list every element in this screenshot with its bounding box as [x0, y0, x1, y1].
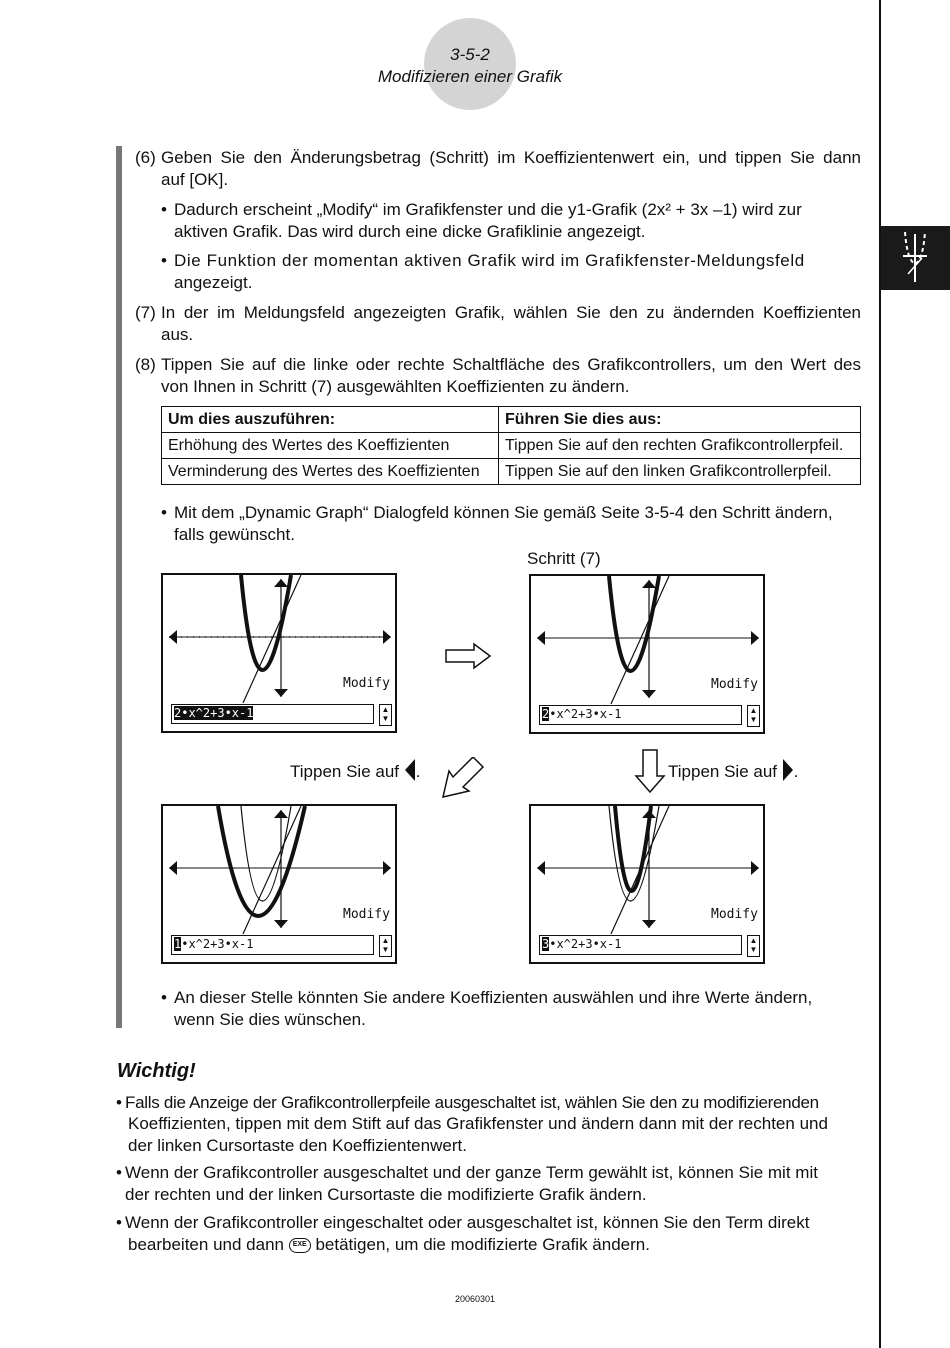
modify-label: Modify: [343, 907, 390, 922]
formula-text: •x^2+3•x-1: [549, 937, 622, 951]
formula-text: •x^2+3•x-1: [549, 707, 622, 721]
calculator-screen-1: [161, 573, 397, 733]
action-table: [161, 406, 861, 485]
caption-period: .: [415, 762, 421, 781]
table-cell: Tippen Sie auf den linken Grafikcontrollerpfeil.: [499, 459, 861, 485]
caption-period: .: [793, 762, 799, 781]
important-2-line-1: Wenn der Grafikcontroller ausgeschaltet und der ganze Term gewählt ist, können Sie mit mit: [125, 1163, 818, 1182]
modify-label: Modify: [711, 907, 758, 922]
important-heading: Wichtig!: [117, 1060, 196, 1082]
after-note-line-2: wenn Sie dies wünschen.: [174, 1010, 366, 1029]
step-7-number: (7): [135, 303, 156, 322]
chapter-tab: [881, 226, 950, 290]
caption-tap-right: [668, 759, 798, 783]
scroll-arrows[interactable]: ▲ ▼: [747, 935, 760, 957]
bullet: •: [116, 1093, 122, 1112]
exe-key-icon: EXE: [289, 1238, 311, 1253]
scroll-arrows[interactable]: ▲ ▼: [379, 704, 392, 726]
bullet: •: [161, 251, 167, 270]
footer-code: 20060301: [454, 1294, 496, 1304]
scroll-arrows[interactable]: ▲ ▼: [747, 705, 760, 727]
formula-field[interactable]: [539, 705, 742, 725]
formula-selected-coefficient: 1: [174, 937, 182, 951]
dynamic-note-line-2: falls gewünscht.: [174, 525, 295, 544]
step-7-line-1: In der im Meldungsfeld angezeigten Grafik, wählen Sie den zu ändernden Koeffizienten: [161, 303, 861, 322]
step-6-bullet-1-line-1: Dadurch erscheint „Modify“ im Grafikfenster und die y1-Grafik (2x² + 3x –1) wird zur: [174, 200, 802, 219]
table-row: [162, 459, 861, 485]
important-3-line-2: [128, 1234, 860, 1256]
calculator-screen-3: [161, 804, 397, 964]
bullet: •: [161, 503, 167, 522]
formula-text: •x^2+3•x-1: [181, 937, 254, 951]
caption-tap-left-text: Tippen Sie auf: [290, 762, 399, 781]
important-1-line-3: der linken Cursortaste den Koeffizientenwert.: [128, 1136, 467, 1155]
page-title: Modifizieren einer Grafik: [377, 67, 563, 86]
formula-text: 2•x^2+3•x-1: [174, 706, 254, 720]
important-1-line-2: Koeffizienten, tippen mit dem Stift auf das Grafikfenster und ändern dann mit der rechten und: [128, 1114, 828, 1133]
calculator-screen-2: [529, 574, 765, 734]
formula-field[interactable]: [539, 935, 742, 955]
modify-label: Modify: [343, 676, 390, 691]
formula-field[interactable]: [171, 704, 374, 724]
step-6-bullet-1-line-2: aktiven Grafik. Das wird durch eine dicke Grafiklinie angezeigt.: [174, 222, 646, 241]
down-left-arrow-icon: [441, 757, 485, 801]
step-8-number: (8): [135, 355, 156, 374]
bullet: •: [161, 200, 167, 219]
caption-tap-right-text: Tippen Sie auf: [668, 762, 777, 781]
step-8-line-2: von Ihnen in Schritt (7) ausgewählten Koeffizienten zu ändern.: [161, 377, 630, 396]
table-cell: Tippen Sie auf den rechten Grafikcontrollerpfeil.: [499, 433, 861, 459]
step-7-line-2: aus.: [161, 325, 194, 344]
important-2-line-2: der rechten und der linken Cursortaste die modifizierte Grafik ändern.: [125, 1185, 647, 1204]
left-margin-bar: [116, 146, 122, 1028]
step-6-bullet-2-line-2: angezeigt.: [174, 273, 253, 292]
dynamic-note-line-1: Mit dem „Dynamic Graph“ Dialogfeld können Sie gemäß Seite 3-5-4 den Schritt ändern,: [174, 503, 833, 522]
bullet: •: [161, 988, 167, 1007]
page-number: 3-5-2: [450, 45, 490, 64]
step-6-line-2: auf [OK].: [161, 170, 229, 189]
right-triangle-icon: [782, 759, 794, 781]
formula-selected-coefficient: 2: [542, 707, 550, 721]
caption-tap-left: [290, 759, 420, 783]
bullet: •: [116, 1213, 122, 1232]
calculator-screen-4: [529, 804, 765, 964]
important-3-line-2a: bearbeiten und dann: [128, 1235, 284, 1254]
down-arrow-icon: [634, 748, 666, 794]
bullet: •: [116, 1163, 122, 1182]
table-cell: Erhöhung des Wertes des Koeffizienten: [162, 433, 499, 459]
right-margin-rule: [879, 0, 881, 1348]
after-note-line-1: An dieser Stelle könnten Sie andere Koeffizienten auswählen und ihre Werte ändern,: [174, 988, 813, 1007]
important-3-line-1: Wenn der Grafikcontroller eingeschaltet oder ausgeschaltet ist, können Sie den Term direkt: [125, 1213, 810, 1232]
left-triangle-icon: [404, 759, 416, 781]
step-6-line-1: Geben Sie den Änderungsbetrag (Schritt) im Koeffizientenwert ein, und tippen Sie dann: [161, 148, 861, 167]
scroll-arrows[interactable]: ▲ ▼: [379, 935, 392, 957]
important-3-line-2b: betätigen, um die modifizierte Grafik ändern.: [315, 1235, 650, 1254]
step-6-number: (6): [135, 148, 156, 167]
table-header-cell: Um dies auszuführen:: [162, 407, 499, 433]
step-6-bullet-2-line-1: Die Funktion der momentan aktiven Grafik wird im Grafikfenster-Meldungsfeld: [174, 251, 805, 270]
right-arrow-icon: [444, 642, 492, 670]
table-header-cell: Führen Sie dies aus:: [499, 407, 861, 433]
caption-step-7: Schritt (7): [527, 549, 601, 568]
modify-label: Modify: [711, 677, 758, 692]
table-row: [162, 433, 861, 459]
step-8-line-1: Tippen Sie auf die linke oder rechte Schaltfläche des Grafikcontrollers, um den Wert des: [161, 355, 861, 374]
formula-selected-coefficient: 3: [542, 937, 550, 951]
formula-field[interactable]: [171, 935, 374, 955]
graph-app-icon: [881, 226, 950, 290]
table-cell: Verminderung des Wertes des Koeffizienten: [162, 459, 499, 485]
important-1-line-1: Falls die Anzeige der Grafikcontrollerpfeile ausgeschaltet ist, wählen Sie den zu modifizierenden: [125, 1093, 819, 1112]
table-header-row: [162, 407, 861, 433]
